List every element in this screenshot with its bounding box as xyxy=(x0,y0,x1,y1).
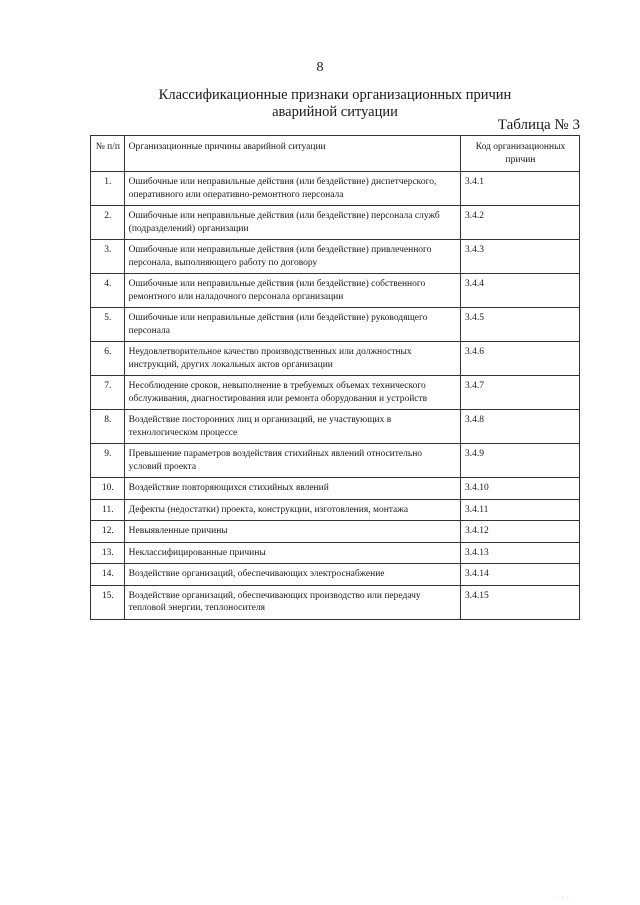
row-number: 8. xyxy=(91,410,125,444)
row-cause: Ошибочные или неправильные действия (или бездействие) собственного ремонтного или наладочного персонала организации xyxy=(124,274,460,308)
table-row xyxy=(91,240,580,274)
row-code: 3.4.6 xyxy=(460,342,579,376)
row-cause: Неудовлетворительное качество производственных или должностных инструкций, других локальных актов организации xyxy=(124,342,460,376)
row-code: 3.4.9 xyxy=(460,444,579,478)
row-code: 3.4.11 xyxy=(460,499,579,521)
row-code: 3.4.15 xyxy=(460,585,579,619)
row-cause: Ошибочные или неправильные действия (или бездействие) диспетчерского, оперативного или оперативно-ремонтного персонала xyxy=(124,172,460,206)
row-number: 4. xyxy=(91,274,125,308)
row-number: 5. xyxy=(91,308,125,342)
row-number: 6. xyxy=(91,342,125,376)
row-code: 3.4.2 xyxy=(460,206,579,240)
row-cause: Воздействие организаций, обеспечивающих электроснабжение xyxy=(124,564,460,586)
scan-marks: · · · xyxy=(556,895,570,901)
table-row xyxy=(91,274,580,308)
table-row xyxy=(91,410,580,444)
row-number: 10. xyxy=(91,478,125,500)
row-code: 3.4.12 xyxy=(460,521,579,543)
row-code: 3.4.4 xyxy=(460,274,579,308)
table-row xyxy=(91,521,580,543)
row-code: 3.4.10 xyxy=(460,478,579,500)
table-row xyxy=(91,585,580,619)
row-number: 9. xyxy=(91,444,125,478)
table-row xyxy=(91,342,580,376)
row-number: 15. xyxy=(91,585,125,619)
row-cause: Несоблюдение сроков, невыполнение в требуемых объемах технического обслуживания, диагностирования или ремонта оборудования и устройств xyxy=(124,376,460,410)
row-code: 3.4.1 xyxy=(460,172,579,206)
row-cause: Воздействие посторонних лиц и организаций, не участвующих в технологическом процессе xyxy=(124,410,460,444)
table-row xyxy=(91,376,580,410)
row-code: 3.4.7 xyxy=(460,376,579,410)
row-code: 3.4.13 xyxy=(460,542,579,564)
row-cause: Воздействие повторяющихся стихийных явлений xyxy=(124,478,460,500)
row-number: 14. xyxy=(91,564,125,586)
row-code: 3.4.8 xyxy=(460,410,579,444)
row-cause: Воздействие организаций, обеспечивающих производство или передачу тепловой энергии, теплоносителя xyxy=(124,585,460,619)
table-row xyxy=(91,542,580,564)
row-code: 3.4.3 xyxy=(460,240,579,274)
row-code: 3.4.5 xyxy=(460,308,579,342)
table-row xyxy=(91,478,580,500)
row-number: 12. xyxy=(91,521,125,543)
row-number: 3. xyxy=(91,240,125,274)
row-code: 3.4.14 xyxy=(460,564,579,586)
page-number: 8 xyxy=(316,60,324,75)
row-number: 2. xyxy=(91,206,125,240)
row-cause: Невыявленные причины xyxy=(124,521,460,543)
row-number: 13. xyxy=(91,542,125,564)
row-cause: Ошибочные или неправильные действия (или бездействие) привлеченного персонала, выполняющего работу по договору xyxy=(124,240,460,274)
row-number: 1. xyxy=(91,172,125,206)
table-label: Таблица № 3 xyxy=(497,117,580,133)
row-cause: Дефекты (недостатки) проекта, конструкции, изготовления, монтажа xyxy=(124,499,460,521)
row-number: 11. xyxy=(91,499,125,521)
table-row xyxy=(91,499,580,521)
table-row xyxy=(91,444,580,478)
row-cause: Неклассифицированные причины xyxy=(124,542,460,564)
table-row xyxy=(91,172,580,206)
row-cause: Превышение параметров воздействия стихийных явлений относительно условий проекта xyxy=(124,444,460,478)
organizational-causes-table xyxy=(90,135,580,620)
row-cause: Ошибочные или неправильные действия (или бездействие) руководящего персонала xyxy=(124,308,460,342)
table-row xyxy=(91,564,580,586)
row-cause: Ошибочные или неправильные действия (или бездействие) персонала служб (подразделений) организации xyxy=(124,206,460,240)
header-number: № п/п xyxy=(91,136,125,172)
table-header-row xyxy=(91,136,580,172)
table-row xyxy=(91,308,580,342)
document-title: Классификационные признаки организационных причин аварийной ситуации xyxy=(158,87,512,120)
header-cause: Организационные причины аварийной ситуации xyxy=(124,136,460,172)
header-code: Код организационных причин xyxy=(460,136,579,172)
table-row xyxy=(91,206,580,240)
row-number: 7. xyxy=(91,376,125,410)
